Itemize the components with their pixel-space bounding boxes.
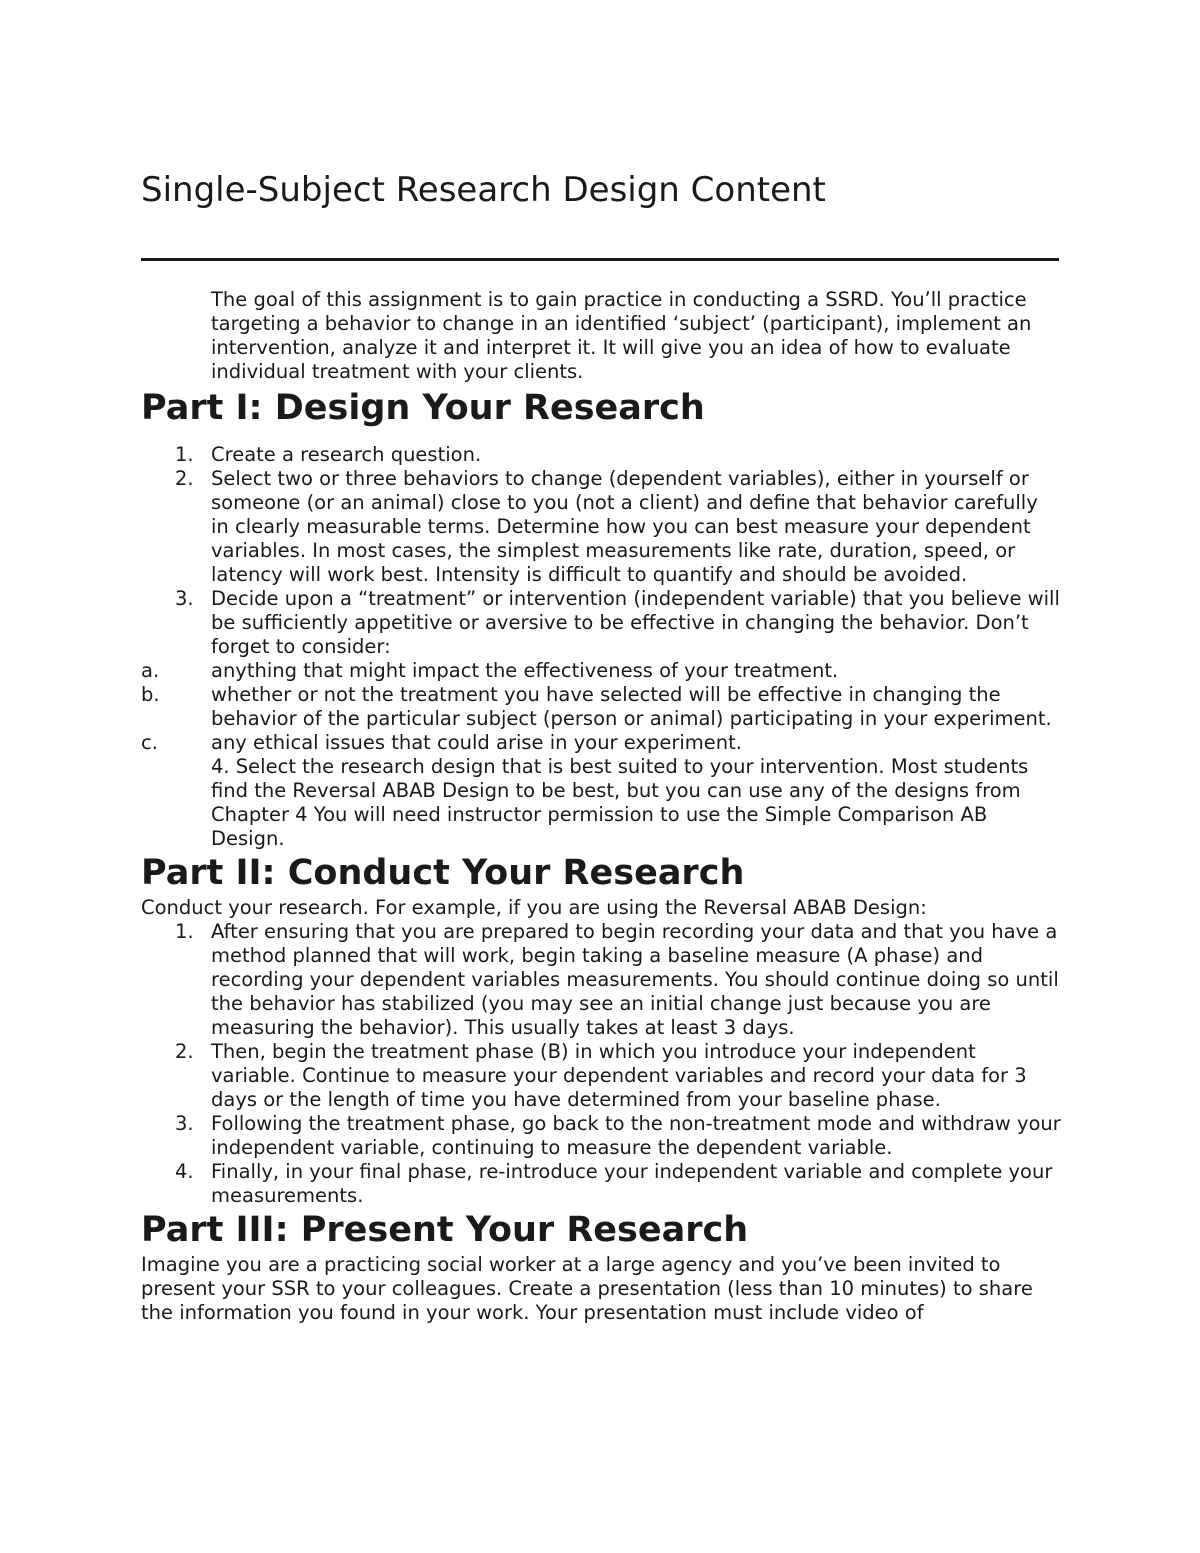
part1-list [141,443,1061,755]
list-item [141,1040,1061,1112]
sub-list-item-text: anything that might impact the effectiveness of your treatment. [211,659,839,682]
part1-item4: 4. Select the research design that is best suited to your intervention. Most students find the Reversal ABAB Design to be best, but you can use any of the designs from Chapter 4 You will need instructor permission to use the Simple Comparison AB Design. [211,755,1029,850]
list-item [141,1112,1061,1160]
sub-list-item [141,683,1061,731]
list-marker: 3. [175,587,194,610]
list-item-text: Then, begin the treatment phase (B) in which you introduce your independent variable. Continue to measure your dependent variables and record your data for 3 days or the length of time you have determined from your baseline phase. [211,1040,1027,1111]
part2-heading: Part II: Conduct Your Research [141,853,745,893]
list-item-text: Create a research question. [211,443,482,466]
list-marker: 1. [175,443,194,466]
part2-lead: Conduct your research. For example, if you are using the Reversal ABAB Design: [141,896,927,919]
list-item [141,920,1061,1040]
list-item-text: After ensuring that you are prepared to begin recording your data and that you have a method planned that will work, begin taking a baseline measure (A phase) and recording your dependent variables measurements. You should continue doing so until the behavior has stabilized (you may see an initial change just because you are measuring the behavior). This usually takes at least 3 days. [211,920,1059,1039]
part1-heading: Part I: Design Your Research [141,388,705,428]
list-item-text: Finally, in your final phase, re-introduce your independent variable and complete your measurements. [211,1160,1053,1207]
sub-list-item-text: any ethical issues that could arise in your experiment. [211,731,742,754]
list-item-text: Decide upon a “treatment” or intervention (independent variable) that you believe will be sufficiently appetitive or aversive to be effective in changing the behavior. Don’t forget to consider: [211,587,1060,658]
sub-list-item [141,731,1061,755]
document-body [141,288,1061,1325]
part3-paragraph: Imagine you are a practicing social worker at a large agency and you’ve been invited to present your SSR to your colleagues. Create a presentation (less than 10 minutes) to share the information you found in your work. Your presentation must include video of [141,1253,1033,1324]
list-item-text: Following the treatment phase, go back to the non-treatment mode and withdraw your independent variable, continuing to measure the dependent variable. [211,1112,1061,1159]
sub-list-item-text: whether or not the treatment you have selected will be effective in changing the behavior of the particular subject (person or animal) participating in your experiment. [211,683,1052,730]
list-item [141,587,1061,659]
title-divider [141,258,1059,261]
sub-list-marker: c. [141,731,158,754]
sub-list-marker: b. [141,683,160,706]
list-item [141,1160,1061,1208]
part3-heading: Part III: Present Your Research [141,1210,749,1250]
list-marker: 1. [175,920,194,943]
sub-list-marker: a. [141,659,160,682]
list-marker: 4. [175,1160,194,1183]
intro-paragraph: The goal of this assignment is to gain practice in conducting a SSRD. You’ll practice targeting a behavior to change in an identified ‘subject’ (participant), implement an intervention, analyze it and interpret it. It will give you an idea of how to evaluate individual treatment with your clients. [211,288,1032,383]
sub-list-item [141,659,1061,683]
list-item [141,467,1061,587]
list-marker: 2. [175,1040,194,1063]
part2-list [141,920,1061,1208]
list-marker: 3. [175,1112,194,1135]
list-item-text: Select two or three behaviors to change (dependent variables), either in yourself or someone (or an animal) close to you (not a client) and define that behavior carefully in clearly measurable terms. Determine how you can best measure your dependent variables. In most cases, the simplest measurements like rate, duration, speed, or latency will work best. Intensity is difficult to quantify and should be avoided. [211,467,1038,586]
document-title: Single-Subject Research Design Content [141,170,826,210]
list-item [141,443,1061,467]
list-marker: 2. [175,467,194,490]
